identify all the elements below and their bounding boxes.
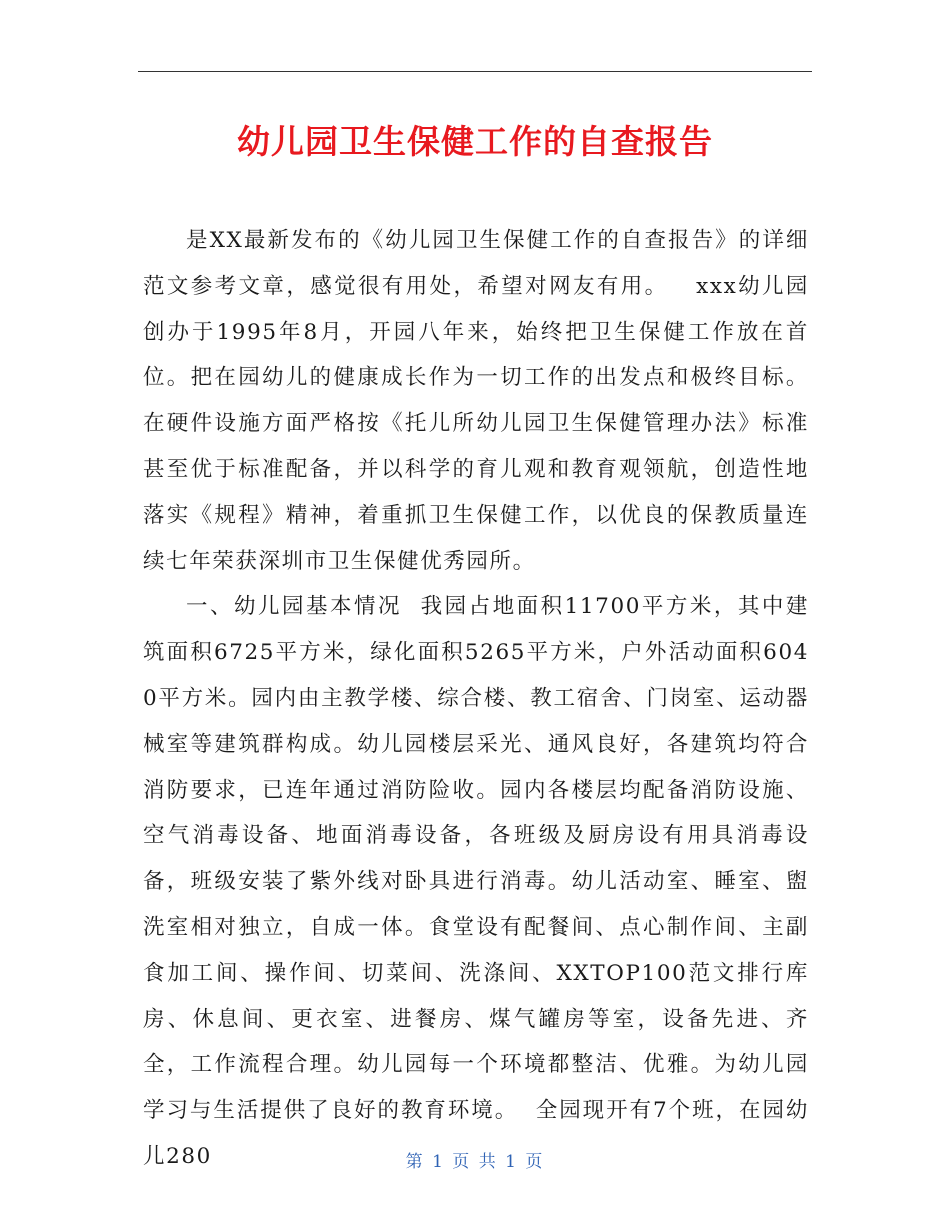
document-title: 幼儿园卫生保健工作的自查报告	[237, 122, 713, 161]
paragraph-basic-info: 一、幼儿园基本情况 我园占地面积11700平方米，其中建筑面积6725平方米，绿化面积5265平方米，户外活动面积6040平方米。园内由主教学楼、综合楼、教工宿舍、门岗室、运动器械室等建筑群构成。幼儿园楼层采光、通风良好，各建筑均符合消防要求，已连年通过消防险收。园内各楼层均配备消防设施、空气消毒设备、地面消毒设备，各班级及厨房设有用具消毒设备，班级安装了紫外线对卧具进行消毒。幼儿活动室、睡室、盥洗室相对独立，自成一体。食堂设有配餐间、点心制作间、主副食加工间、操作间、切菜间、洗涤间、XXTOP100范文排行库房、休息间、更衣室、进餐房、煤气罐房等室，设备先进、齐全，工作流程合理。幼儿园每一个环境都整洁、优雅。为幼儿园学习与生活提供了良好的教育环境。 全园现开有7个班，在园幼儿280	[143, 594, 809, 1169]
header-rule	[138, 71, 812, 72]
document-body	[143, 218, 809, 1180]
paragraph-intro: 是XX最新发布的《幼儿园卫生保健工作的自查报告》的详细范文参考文章，感觉很有用处，希望对网友有用。 xxx幼儿园创办于1995年8月，开园八年来，始终把卫生保健工作放在首位。把在园幼儿的健康成长作为一切工作的出发点和极终目标。在硬件设施方面严格按《托儿所幼儿园卫生保健管理办法》标准甚至优于标准配备，并以科学的育儿观和教育观领航，创造性地落实《规程》精神，着重抓卫生保健工作，以优良的保教质量连续七年荣获深圳市卫生保健优秀园所。	[143, 228, 809, 574]
page-number-footer: 第 1 页 共 1 页	[405, 1152, 545, 1172]
